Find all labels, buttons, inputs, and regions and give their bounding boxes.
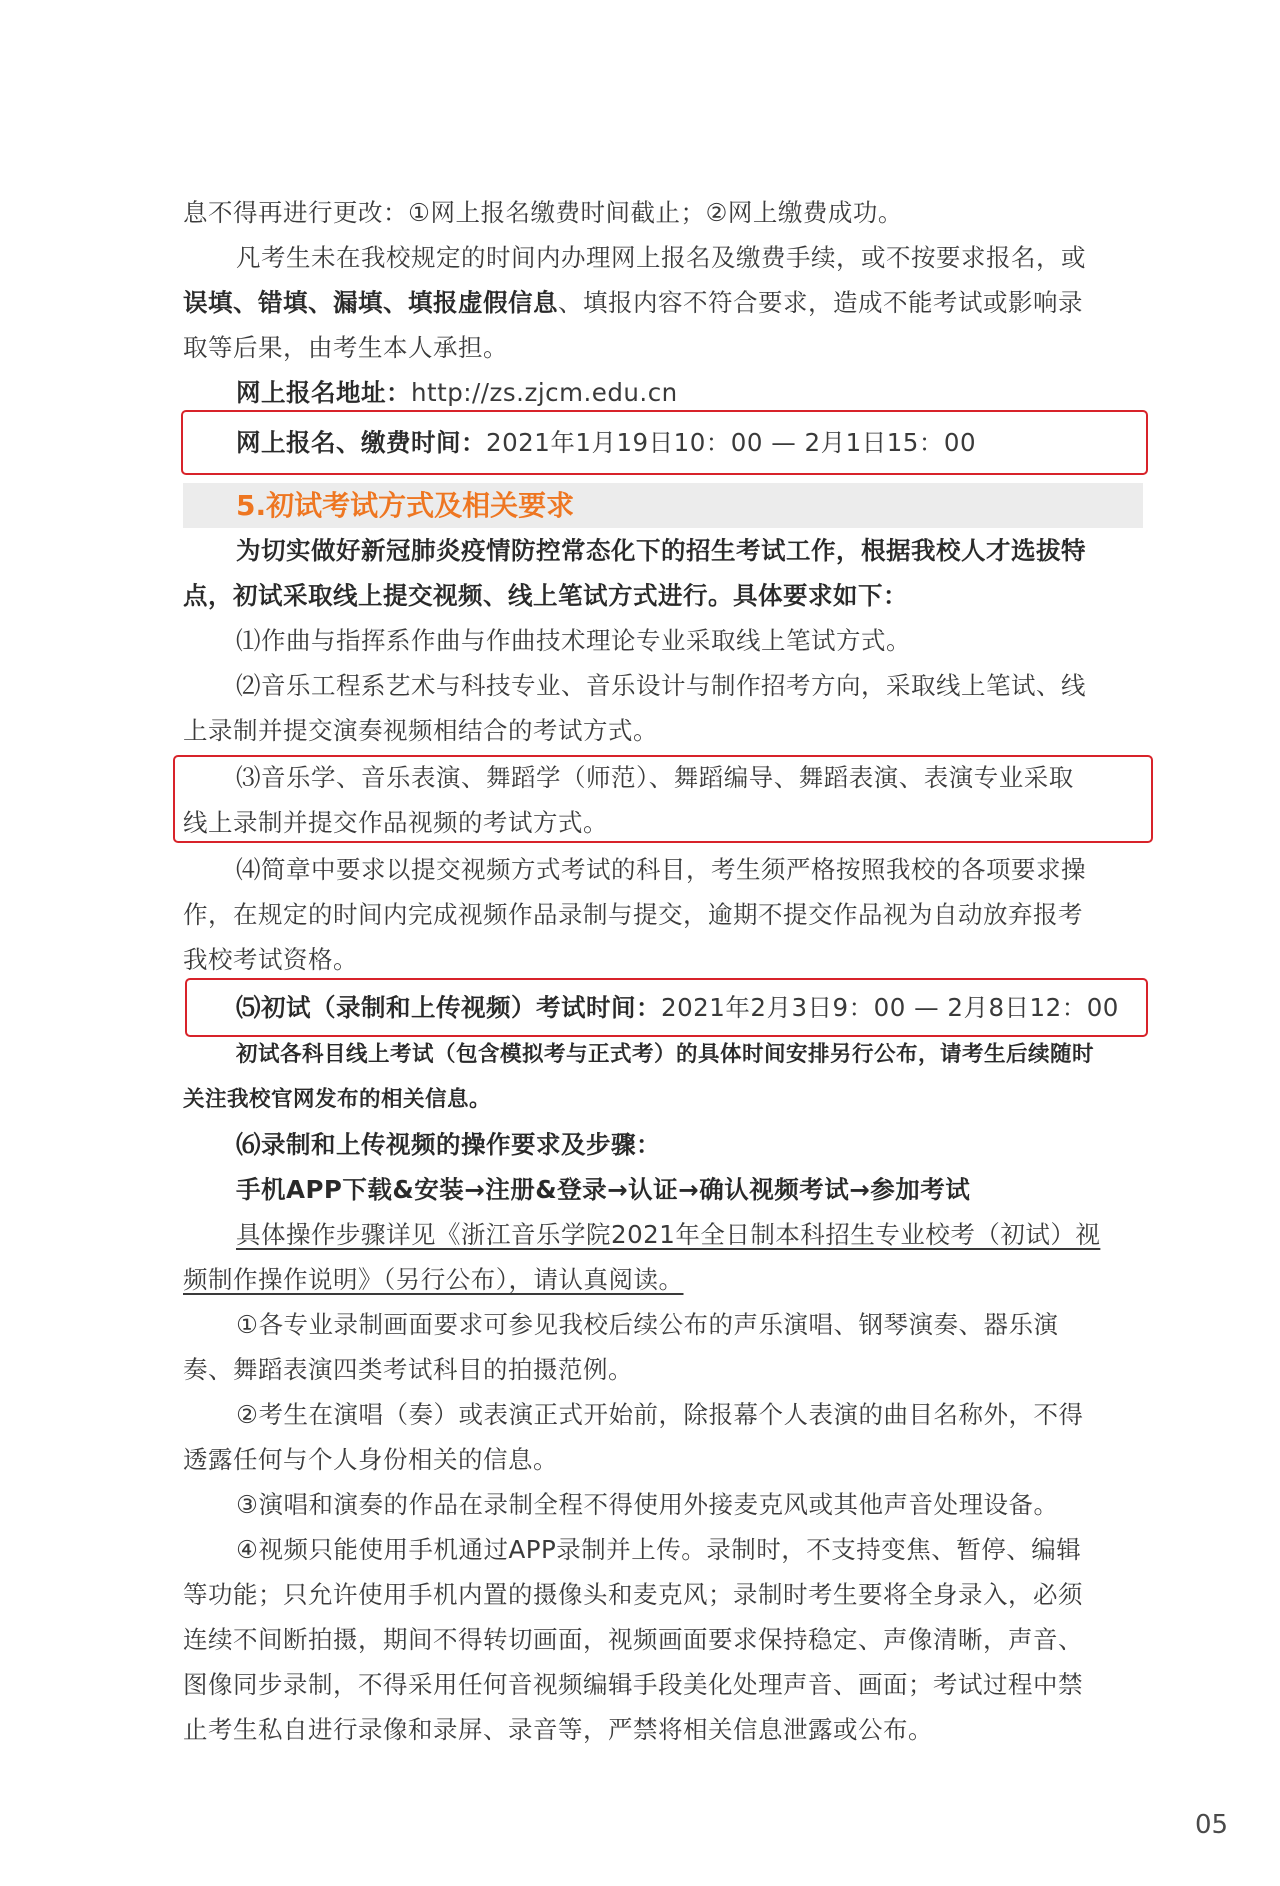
rule-line: 止考生私自进行录像和录屏、录音等，严禁将相关信息泄露或公布。 xyxy=(183,1715,933,1744)
bold-phrase: 误填、错填、漏填、填报虚假信息 xyxy=(183,288,558,317)
exam-time-value: 2021年2月3日9：00 — 2月8日12：00 xyxy=(661,993,1119,1022)
notice-line: 初试各科目线上考试（包含模拟考与正式考）的具体时间安排另行公布，请考生后续随时 xyxy=(236,1042,1095,1067)
text-line: 取等后果，由考生本人承担。 xyxy=(183,333,508,362)
registration-time: 2021年1月19日10：00 — 2月1日15：00 xyxy=(486,428,977,457)
list-item-cont: 上录制并提交演奏视频相结合的考试方式。 xyxy=(183,716,658,745)
rule-line: 奏、舞蹈表演四类考试科目的拍摄范例。 xyxy=(183,1355,633,1384)
notice-line: 关注我校官网发布的相关信息。 xyxy=(183,1087,492,1112)
exam-time-label: ⑸初试（录制和上传视频）考试时间： xyxy=(236,993,661,1022)
intro-line: 点，初试采取线上提交视频、线上笔试方式进行。具体要求如下： xyxy=(183,581,908,610)
page-number: 05 xyxy=(1195,1810,1229,1840)
steps-title: ⑹录制和上传视频的操作要求及步骤： xyxy=(236,1130,661,1159)
rule-line: ③演唱和演奏的作品在录制全程不得使用外接麦克风或其他声音处理设备。 xyxy=(236,1490,1059,1519)
list-item: ⑴作曲与指挥系作曲与作曲技术理论专业采取线上笔试方式。 xyxy=(236,626,911,655)
registration-url-line xyxy=(236,370,1143,415)
list-item-cont: 线上录制并提交作品视频的考试方式。 xyxy=(183,808,608,837)
text-line xyxy=(183,280,1143,325)
list-item: ⑷简章中要求以提交视频方式考试的科目，考生须严格按照我校的各项要求操 xyxy=(236,855,1086,884)
rule-line: ②考生在演唱（奏）或表演正式开始前，除报幕个人表演的曲目名称外，不得 xyxy=(236,1400,1084,1429)
list-item-cont: 作，在规定的时间内完成视频作品录制与提交，逾期不提交作品视为自动放弃报考 xyxy=(183,900,1083,929)
list-item-cont: 我校考试资格。 xyxy=(183,945,358,974)
section-heading: 5.初试考试方式及相关要求 xyxy=(236,489,575,522)
text-line: 息不得再进行更改：①网上报名缴费时间截止；②网上缴费成功。 xyxy=(183,198,903,227)
text-span: 、填报内容不符合要求，造成不能考试或影响录 xyxy=(558,288,1083,317)
rule-line: 连续不间断拍摄，期间不得转切画面，视频画面要求保持稳定、声像清晰，声音、 xyxy=(183,1625,1083,1654)
highlight-box xyxy=(185,978,1148,1037)
intro-line: 为切实做好新冠肺炎疫情防控常态化下的招生考试工作，根据我校人才选拔特 xyxy=(236,536,1086,565)
registration-url: http://zs.zjcm.edu.cn xyxy=(411,378,678,407)
rule-line: ④视频只能使用手机通过APP录制并上传。录制时，不支持变焦、暂停、编辑 xyxy=(236,1535,1082,1564)
list-item: ⑵音乐工程系艺术与科技专业、音乐设计与制作招考方向，采取线上笔试、线 xyxy=(236,671,1086,700)
registration-url-label: 网上报名地址： xyxy=(236,378,411,407)
highlight-box xyxy=(181,410,1148,475)
rule-line: 图像同步录制，不得采用任何音视频编辑手段美化处理声音、画面；考试过程中禁 xyxy=(183,1670,1083,1699)
rule-line: ①各专业录制画面要求可参见我校后续公布的声乐演唱、钢琴演奏、器乐演 xyxy=(236,1310,1059,1339)
registration-time-label: 网上报名、缴费时间： xyxy=(236,428,486,457)
list-item: ⑶音乐学、音乐表演、舞蹈学（师范）、舞蹈编导、舞蹈表演、表演专业采取 xyxy=(236,763,1074,792)
steps-flow: 手机APP下载&安装→注册&登录→认证→确认视频考试→参加考试 xyxy=(236,1175,971,1204)
rule-line: 等功能；只允许使用手机内置的摄像头和麦克风；录制时考生要将全身录入，必须 xyxy=(183,1580,1083,1609)
rule-line: 透露任何与个人身份相关的信息。 xyxy=(183,1445,558,1474)
steps-reference: 具体操作步骤详见《浙江音乐学院2021年全日制本科招生专业校考（初试）视 xyxy=(236,1220,1101,1249)
text-line: 凡考生未在我校规定的时间内办理网上报名及缴费手续，或不按要求报名，或 xyxy=(236,243,1086,272)
highlight-box xyxy=(173,755,1153,843)
steps-reference: 频制作操作说明》（另行公布），请认真阅读。 xyxy=(183,1265,684,1294)
